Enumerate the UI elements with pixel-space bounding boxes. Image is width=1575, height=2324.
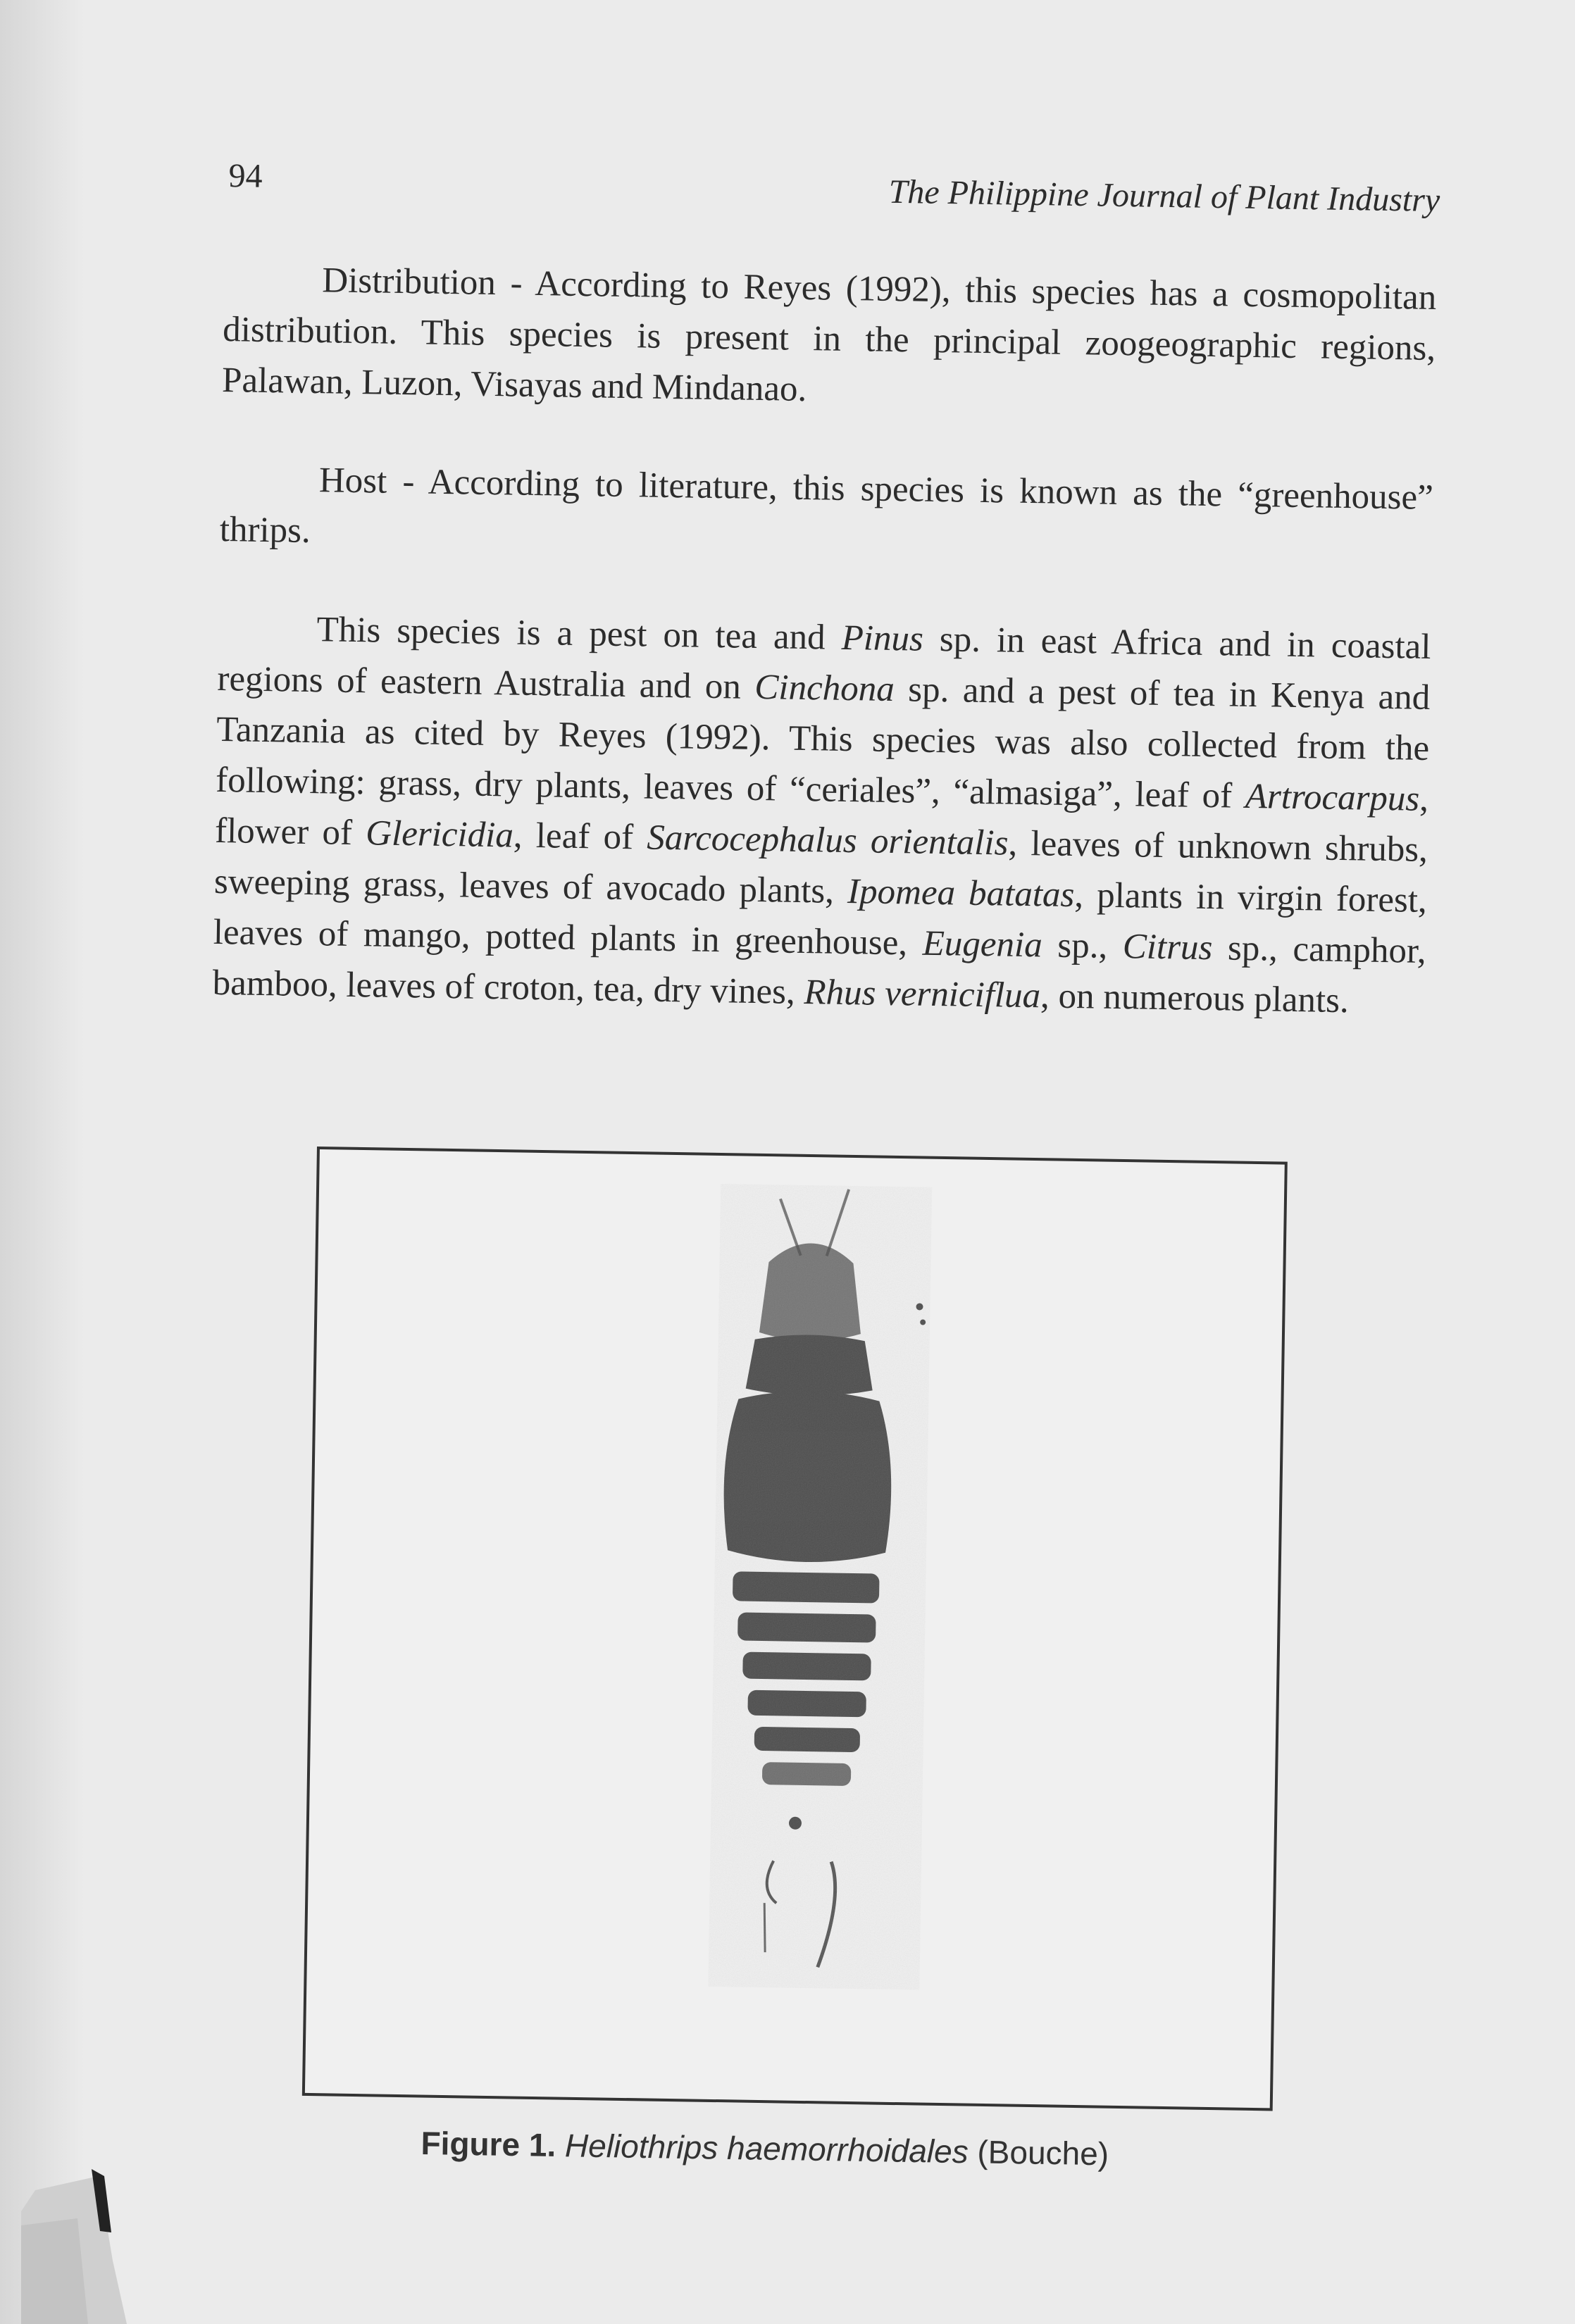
thrips-specimen-image [305,1149,1285,2108]
host-text: According to literature, this species is known as the “greenhouse” thrips. [219,462,1434,551]
taxon-name: Sarcocephalus orientalis [646,818,1009,863]
host-paragraph: Host - According to literature, this species is known as the “greenhouse” thrips. [219,461,1434,551]
body-text [211,254,1437,1075]
taxon-name: Glericidia [365,813,514,856]
taxon-name: Eugenia [922,923,1043,966]
distribution-text: According to Reyes (1992), this species has a cosmopolitan distribution. This species is present in the principal zoogeographic regions, Palawan, Luzon, Visayas and Mindanao. [221,263,1437,410]
running-title: The Philippine Journal of Plant Industry [888,173,1440,220]
figure-caption [421,2124,1210,2175]
taxon-name: Rhus verniciflua [804,973,1041,1016]
taxon-name: Citrus [1122,927,1213,968]
page-number: 94 [228,156,263,195]
distribution-paragraph: Distribution - According to Reyes (1992), this species has a cosmopolitan distribution. This species is present in the principal zoogeographic regions, Palawan, Luzon, Visayas and Mindanao. [221,261,1437,410]
species-author: (Bouche) [977,2133,1109,2173]
page-header [228,156,1440,232]
scan-artifact [21,2148,148,2324]
pest-paragraph: This species is a pest on tea and Pinus sp. in east Africa and in coastal regions of eastern Australia and on Cinchona sp. and a pest of tea in Kenya and Tanzania as cited by Reyes (1992). This species was also collected from the following: grass, dry plants, leaves of “ceriales”, “almasiga”, leaf of Artrocarpus, flower of Glericidia, leaf of Sarcocephalus orientalis, leaves of unknown shrubs, sweeping grass, leaves of avocado plants, Ipomea batatas, plants in virgin forest, leaves of mango, potted plants in greenhouse, Eugenia sp., Citrus sp., camphor, bamboo, leaves of croton, tea, dry vines, Rhus verniciflua, on numerous plants. [212,610,1431,1021]
taxon-name: Ipomea batatas [847,872,1075,916]
distribution-label: Distribution [321,261,497,304]
taxon-name: Artrocarpus [1245,776,1420,819]
figure-frame [302,1147,1288,2111]
host-label: Host [318,461,387,501]
figure-label: Figure 1. [421,2124,556,2164]
species-name: Heliothrips haemorrhoidales [564,2127,969,2170]
taxon-name: Pinus [841,618,924,659]
taxon-name: Cinchona [754,667,895,710]
